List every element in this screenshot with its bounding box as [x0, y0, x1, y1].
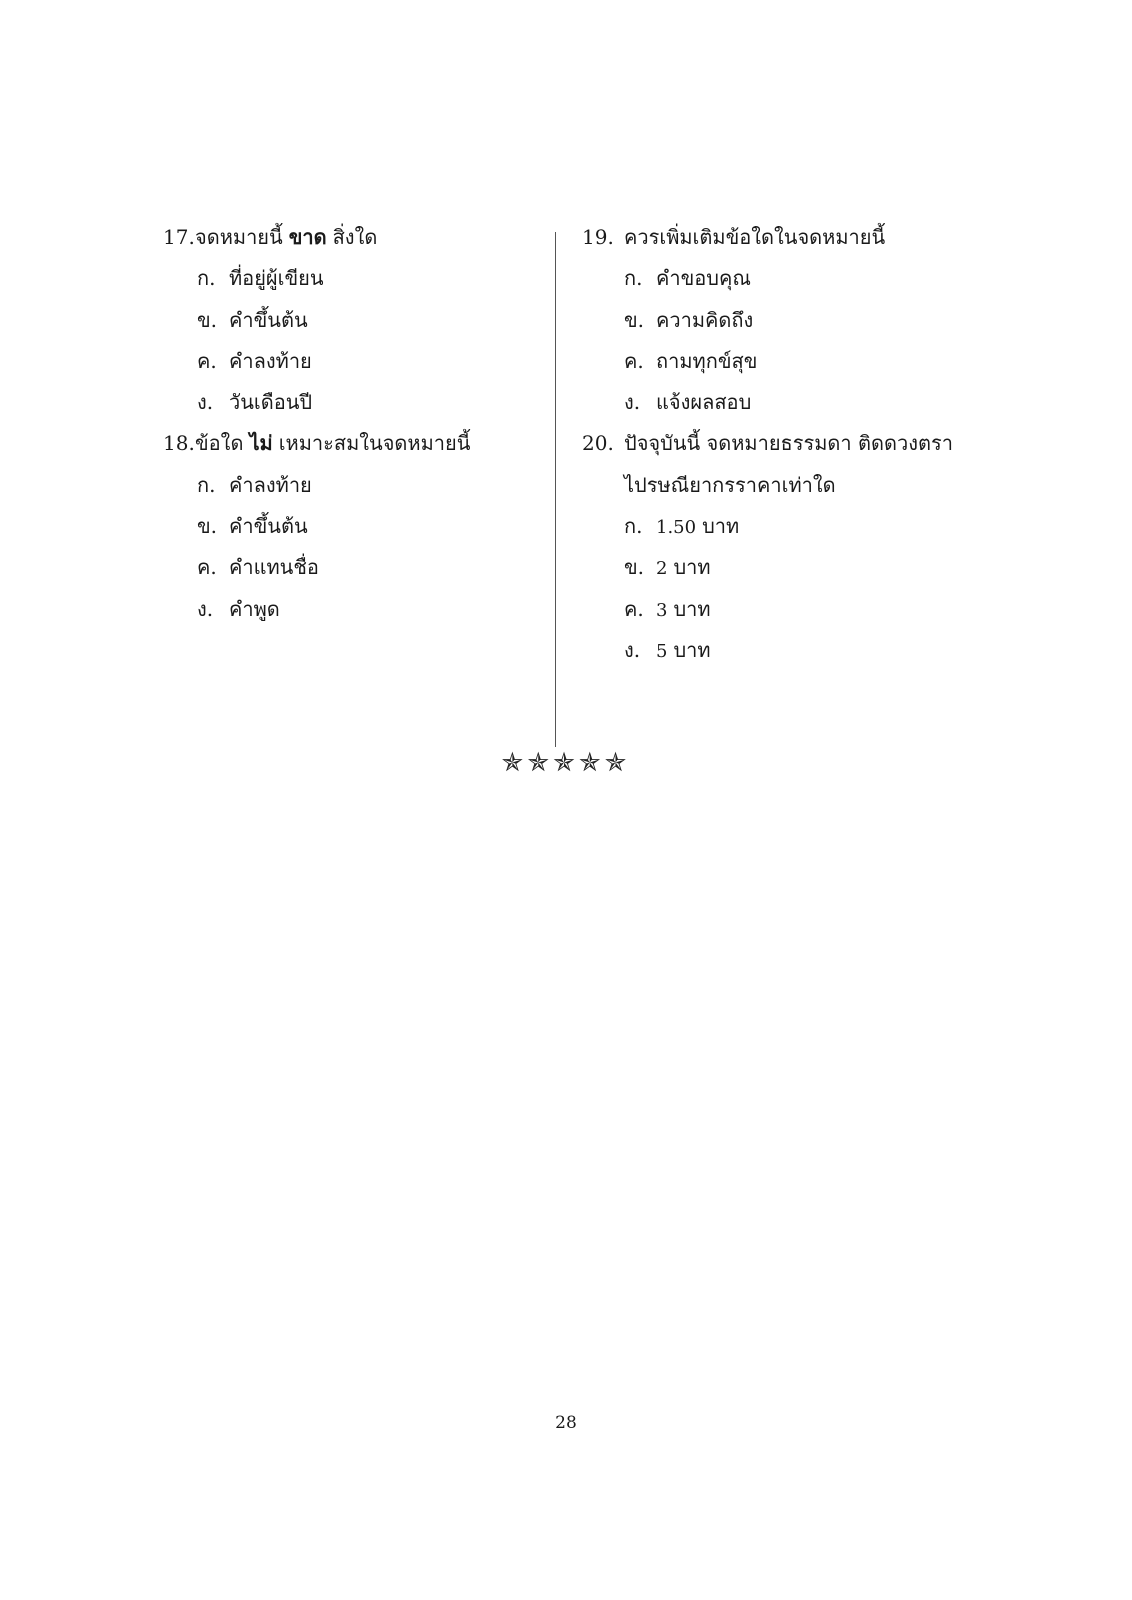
option-label: ง. [624, 390, 641, 415]
question-number: 19. [582, 225, 614, 249]
option-unit: บาท [702, 514, 740, 539]
option-text: คำแทนชื่อ [229, 555, 319, 580]
option-text: คำขึ้นต้น [229, 307, 308, 332]
question-19 [582, 221, 982, 262]
question-number: 17. [163, 225, 195, 249]
question-text-part: ข้อใด [195, 431, 244, 456]
option-17-d [163, 386, 543, 427]
question-20 [582, 427, 982, 468]
page-number: 28 [555, 1413, 577, 1433]
question-17 [163, 221, 543, 262]
option-19-c [582, 345, 982, 386]
option-text: ความคิดถึง [656, 307, 754, 332]
option-18-c [163, 551, 543, 592]
option-20-d [582, 634, 982, 675]
option-text: คำพูด [229, 596, 280, 621]
option-text: คำลงท้าย [229, 348, 312, 373]
option-17-a [163, 262, 543, 303]
question-number: 18. [163, 431, 195, 456]
question-text-part: เหมาะสมในจดหมายนี้ [278, 431, 471, 456]
option-unit: บาท [673, 555, 711, 580]
question-20-continuation: ไปรษณียากรราคาเท่าใด [624, 472, 836, 497]
option-label: ค. [197, 348, 217, 373]
option-amount: 5 [656, 640, 668, 662]
option-text: แจ้งผลสอบ [656, 390, 752, 415]
option-label: ก. [197, 472, 216, 497]
option-amount: 3 [656, 599, 668, 621]
question-text: ปัจจุบันนี้ จดหมายธรรมดา ติดดวงตรา [624, 431, 953, 456]
option-unit: บาท [673, 596, 711, 621]
option-label: ง. [197, 390, 214, 415]
option-unit: บาท [673, 637, 711, 662]
option-label: ข. [624, 307, 645, 332]
option-amount: 1.50 [656, 517, 697, 539]
option-label: ค. [197, 555, 217, 580]
option-19-d [582, 386, 982, 427]
option-text: ที่อยู่ผู้เขียน [229, 266, 324, 291]
option-text: คำขอบคุณ [656, 266, 751, 291]
option-label: ก. [197, 266, 216, 291]
option-label: ก. [624, 514, 643, 539]
option-20-c [582, 593, 982, 634]
option-label: ง. [197, 596, 214, 621]
question-emphasis: ขาด [288, 225, 327, 249]
question-number: 20. [582, 431, 614, 456]
option-label: ค. [624, 596, 644, 621]
option-17-c [163, 345, 543, 386]
question-text-part: สิ่งใด [332, 225, 378, 249]
option-20-b [582, 551, 982, 592]
option-19-b [582, 304, 982, 345]
option-amount: 2 [656, 558, 668, 580]
option-text: คำลงท้าย [229, 472, 312, 497]
option-17-b [163, 304, 543, 345]
question-text: ควรเพิ่มเติมข้อใดในจดหมายนี้ [624, 225, 886, 249]
option-text: วันเดือนปี [229, 390, 313, 415]
option-18-a [163, 469, 543, 510]
question-18 [163, 427, 543, 468]
option-text: คำขึ้นต้น [229, 514, 308, 539]
option-label: ข. [197, 514, 218, 539]
question-text [195, 427, 470, 459]
option-19-a [582, 262, 982, 303]
option-text: ถามทุกข์สุข [656, 348, 758, 373]
star-separator: ✯✯✯✯✯ [501, 748, 631, 778]
option-label: ง. [624, 637, 641, 662]
option-label: ข. [624, 555, 645, 580]
option-label: ก. [624, 266, 643, 291]
question-text-part: จดหมายนี้ [195, 225, 283, 249]
question-emphasis: ไม่ [249, 431, 273, 456]
right-column [582, 221, 982, 675]
option-18-d [163, 593, 543, 634]
left-column [163, 221, 543, 634]
option-20-a [582, 510, 982, 551]
option-label: ข. [197, 307, 218, 332]
question-text [195, 221, 377, 253]
column-divider [555, 232, 556, 747]
option-label: ค. [624, 348, 644, 373]
option-18-b [163, 510, 543, 551]
